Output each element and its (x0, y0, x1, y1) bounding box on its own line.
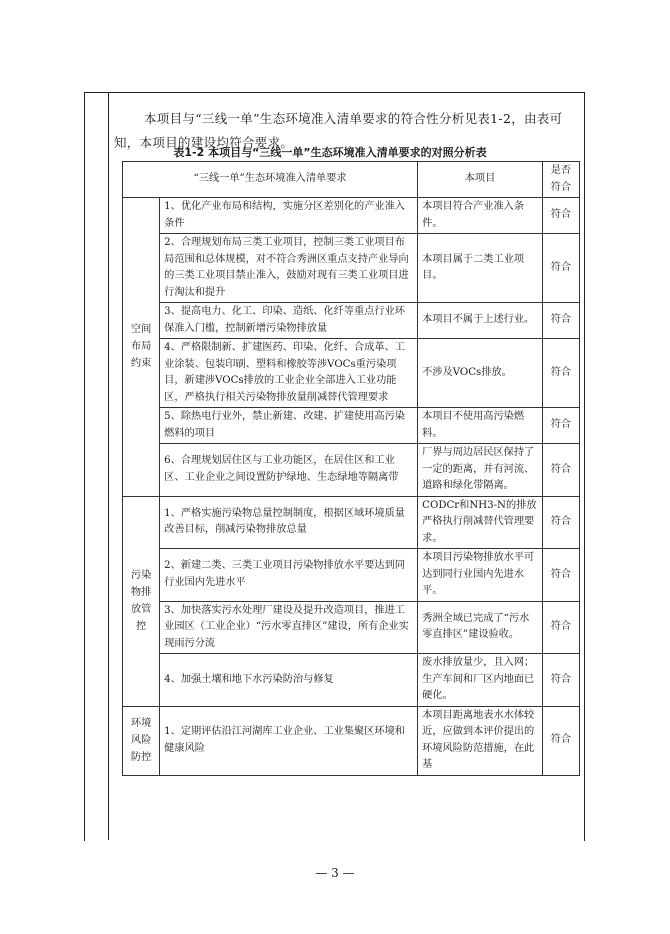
header-project: 本项目 (418, 162, 543, 198)
project-cell: 不涉及VOCs排放。 (418, 339, 543, 408)
table-row (123, 339, 580, 408)
compliance-cell: 符合 (542, 339, 579, 408)
header-compliance: 是否符合 (542, 162, 579, 198)
requirement-cell: 1、定期评估沿江河湖库工业企业、工业集聚区环境和健康风险 (160, 706, 418, 775)
compliance-cell: 符合 (542, 706, 579, 775)
project-cell: 本项目污染物排放水平可达到同行业国内先进水平。 (418, 549, 543, 602)
table-row (123, 234, 580, 303)
table-caption: 表1-2 本项目与“三线一单”生态环境准入清单要求的对照分析表 (173, 146, 487, 159)
compliance-cell: 符合 (542, 654, 579, 707)
table-row (123, 303, 580, 339)
compliance-cell: 符合 (542, 198, 579, 234)
project-cell: 本项目距离地表水水体较近，应做到本评价提出的环境风险防范措施，在此基 (418, 706, 543, 775)
requirement-cell: 4、加强土壤和地下水污染防治与修复 (160, 654, 418, 707)
project-cell: 本项目不属于上述行业。 (418, 303, 543, 339)
compliance-cell: 符合 (542, 303, 579, 339)
requirement-cell: 2、合理规划布局三类工业项目，控制三类工业项目布局范围和总体规模，对不符合秀洲区重点支持产业导向的三类工业项目禁止准入，鼓励对现有三类工业项目进行淘汰和提升 (160, 234, 418, 303)
project-cell: 本项目符合产业准入条件。 (418, 198, 543, 234)
compliance-cell: 符合 (542, 444, 579, 497)
header-requirement: “三线一单”生态环境准入清单要求 (123, 162, 418, 198)
intro-paragraph: 本项目与“三线一单”生态环境准入清单要求的符合性分析见表1-2，由表可知，本项目的建设均符合要求。 (114, 110, 563, 150)
requirement-cell: 2、新建二类、三类工业项目污染物排放水平要达到同行业国内先进水平 (160, 549, 418, 602)
category-risk: 环境风险防控 (123, 706, 160, 775)
compliance-cell: 符合 (542, 601, 579, 654)
table-row (123, 408, 580, 444)
requirement-cell: 1、严格实施污染物总量控制制度，根据区域环境质量改善目标，削减污染物排放总量 (160, 496, 418, 549)
table-row (123, 654, 580, 707)
table-header-row (123, 162, 580, 198)
project-cell: 本项目属于二类工业项目。 (418, 234, 543, 303)
project-cell: CODCr和NH3-N的排放严格执行削减替代管理要求。 (418, 496, 543, 549)
compliance-cell: 符合 (542, 549, 579, 602)
table-row (123, 496, 580, 549)
compliance-cell: 符合 (542, 496, 579, 549)
compliance-table (122, 161, 580, 776)
project-cell: 废水排放量少，且入网；生产车间和厂区内地面已硬化。 (418, 654, 543, 707)
compliance-cell: 符合 (542, 234, 579, 303)
frame-inner-line (108, 92, 109, 840)
project-cell: 本项目不使用高污染燃料。 (418, 408, 543, 444)
table-row (123, 706, 580, 775)
category-pollution: 污染物排放管控 (123, 496, 160, 706)
requirement-cell: 6、合理规划居住区与工业功能区，在居住区和工业区、工业企业之间设置防护绿地、生态绿地等隔离带 (160, 444, 418, 497)
requirement-cell: 5、除热电行业外，禁止新建、改建、扩建使用高污染燃料的项目 (160, 408, 418, 444)
project-cell: 秀洲全域已完成了“污水零直排区”建设验收。 (418, 601, 543, 654)
category-spatial: 空间布局约束 (123, 198, 160, 497)
table-row (123, 444, 580, 497)
requirement-cell: 1、优化产业布局和结构，实施分区差别化的产业准入条件 (160, 198, 418, 234)
requirement-cell: 4、严格限制新、扩建医药、印染、化纤、合成革、工业涂装、包装印刷、塑料和橡胶等涉VOCs重污染项目，新建涉VOCs排放的工业企业全部进入工业功能区，严格执行相关污染物排放量削减替代管理要求 (160, 339, 418, 408)
table-row (123, 198, 580, 234)
table-row (123, 601, 580, 654)
requirement-cell: 3、加快落实污水处理厂建设及提升改造项目，推进工业园区（工业企业）“污水零直排区”建设，所有企业实现雨污分流 (160, 601, 418, 654)
project-cell: 厂界与周边居民区保持了一定的距离，并有河流、道路和绿化带隔离。 (418, 444, 543, 497)
requirement-cell: 3、提高电力、化工、印染、造纸、化纤等重点行业环保准入门槛，控制新增污染物排放量 (160, 303, 418, 339)
table-row (123, 549, 580, 602)
page-number: — 3 — (315, 866, 355, 880)
compliance-cell: 符合 (542, 408, 579, 444)
